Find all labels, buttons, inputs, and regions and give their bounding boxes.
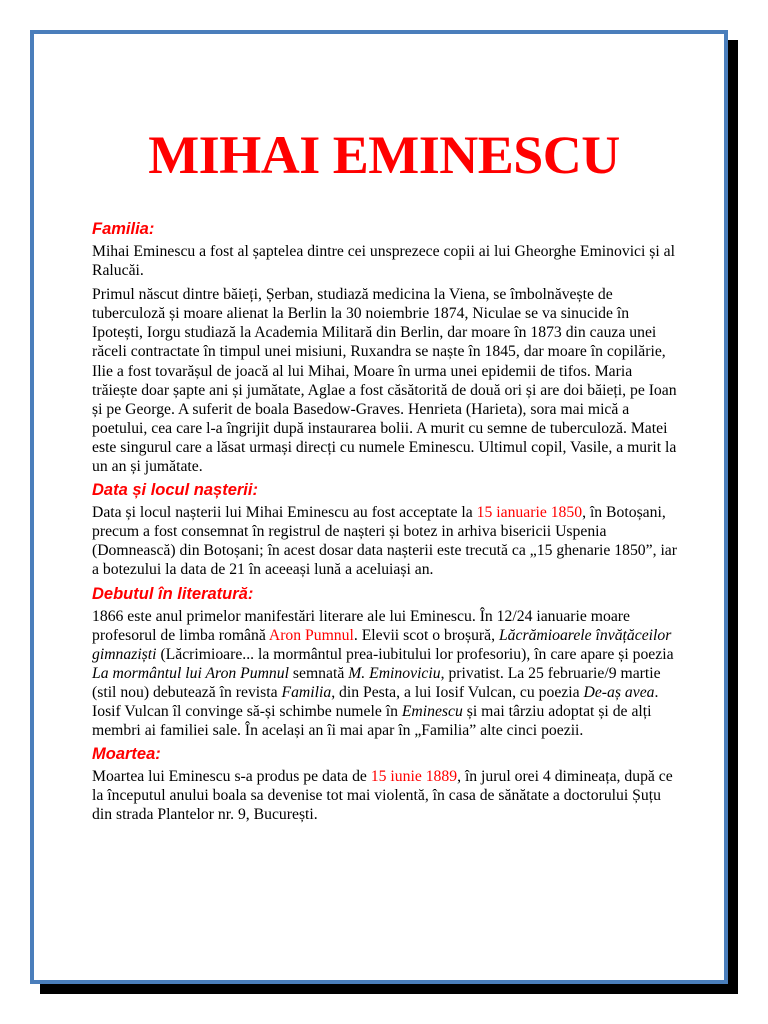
- text-nastere-after: , în Botoșani, precum a fost consemnat în registrul de nașteri și botez in arhiva bisericii Uspenia (Domnească) din Botoșani; în acest dosar data nașterii este trecută ca „15 ghenarie 1850”, iar a botezului la data de 21 în aceeași lună a aceluiași an.: [92, 504, 677, 579]
- text-debut-5: , privatist. La 25 februarie/9 martie (stil nou) debutează în revista: [92, 664, 661, 701]
- text-debut-1: 1866 este anul primelor manifestări literare ale lui Eminescu. În 12/24 ianuarie moare profesorul de limba română: [92, 607, 630, 644]
- section-heading-moartea: Moartea:: [92, 745, 161, 764]
- text-moartea-before: Moartea lui Eminescu s-a produs pe data de: [92, 768, 371, 786]
- paragraph-familia-intro: Mihai Eminescu a fost al șaptelea dintre cei unsprezece copii ai lui Gheorghe Eminovici și al Ralucăi.: [92, 243, 676, 280]
- italic-poem-title: La mormântul lui Aron Pumnul: [92, 664, 289, 682]
- text-debut-8: și mai târziu adoptat și de alți membri ai familiei sale. În același an îi mai apar în „Familia” alte cinci poezii.: [92, 702, 652, 740]
- section-heading-familia: Familia:: [92, 220, 155, 238]
- text-nastere-before: Data și locul nașterii lui Mihai Eminescu au fost acceptate la: [92, 504, 477, 522]
- italic-de-as-avea: De-aș avea: [583, 683, 655, 701]
- text-debut-3: (Lăcrimioare... la mormântul prea-iubitului lor profesoriu), în care apare și poezia: [156, 645, 674, 663]
- italic-signature: M. Eminoviciu: [348, 664, 441, 682]
- section-heading-debut: Debutul în literatură:: [92, 584, 254, 603]
- section-heading-nastere: Data și locul nașterii:: [92, 481, 258, 500]
- paragraph-moartea: [92, 767, 678, 824]
- italic-eminescu: Eminescu: [401, 702, 463, 720]
- highlight-birth-date: 15 ianuarie 1850: [476, 504, 583, 522]
- paragraph-familia-siblings: Primul născut dintre băieți, Șerban, studiază medicina la Viena, se îmbolnăvește de tuberculoză și moare alienat la Berlin la 30 noiembrie 1874, Niculae se va sinucide în Ipotești, Iorgu studiază la Academia Militară din Berlin, dar moare în 1873 din cauza unei răceli contractate în timpul unei misiuni, Ruxandra se naște în 1845, dar moare în copilărie, Ilie a fost tovarășul de joacă al lui Mihai, Moare în urma unei epidemii de tifos. Maria trăiește doar șapte ani și jumătate, Aglae a fost căsătorită de două ori și are doi băieți, pe Ioan și pe George. A suferit de boala Basedow-Graves. Henrieta (Harieta), sora mai mică a poetului, cea care l-a îngrijit după instaurarea bolii. A murit cu semne de tuberculoză. Matei este singurul care a lăsat urmași direcți cu numele Eminescu. Ultimul copil, Vasile, a murit la un an și jumătate.: [92, 286, 677, 476]
- highlight-death-date: 15 iunie 1889: [370, 768, 458, 786]
- paragraph-nastere: [92, 503, 678, 579]
- paragraph-debut: [92, 607, 678, 741]
- italic-familia: Familia: [281, 683, 332, 701]
- text-debut-2: . Elevii scot o broșură,: [353, 626, 499, 644]
- text-debut-4: semnată: [288, 664, 349, 682]
- italic-lacramioare: Lăcrămioarele învățăceilor gimnaziști: [92, 626, 672, 663]
- text-moartea-after: , în jurul orei 4 dimineața, după ce la începutul anului boala sa devenise tot mai violentă, în casa de sănătate a doctorului Șuțu din strada Plantelor nr. 9, București.: [92, 768, 673, 824]
- document-body: [92, 218, 678, 829]
- document-title: MIHAI EMINESCU: [148, 125, 620, 186]
- text-debut-6: , din Pesta, a lui Iosif Vulcan, cu poezia: [331, 683, 584, 701]
- text-debut-7: . Iosif Vulcan îl convinge să-și schimbe numele în: [92, 683, 659, 720]
- highlight-aron-pumnul: Aron Pumnul: [268, 626, 354, 644]
